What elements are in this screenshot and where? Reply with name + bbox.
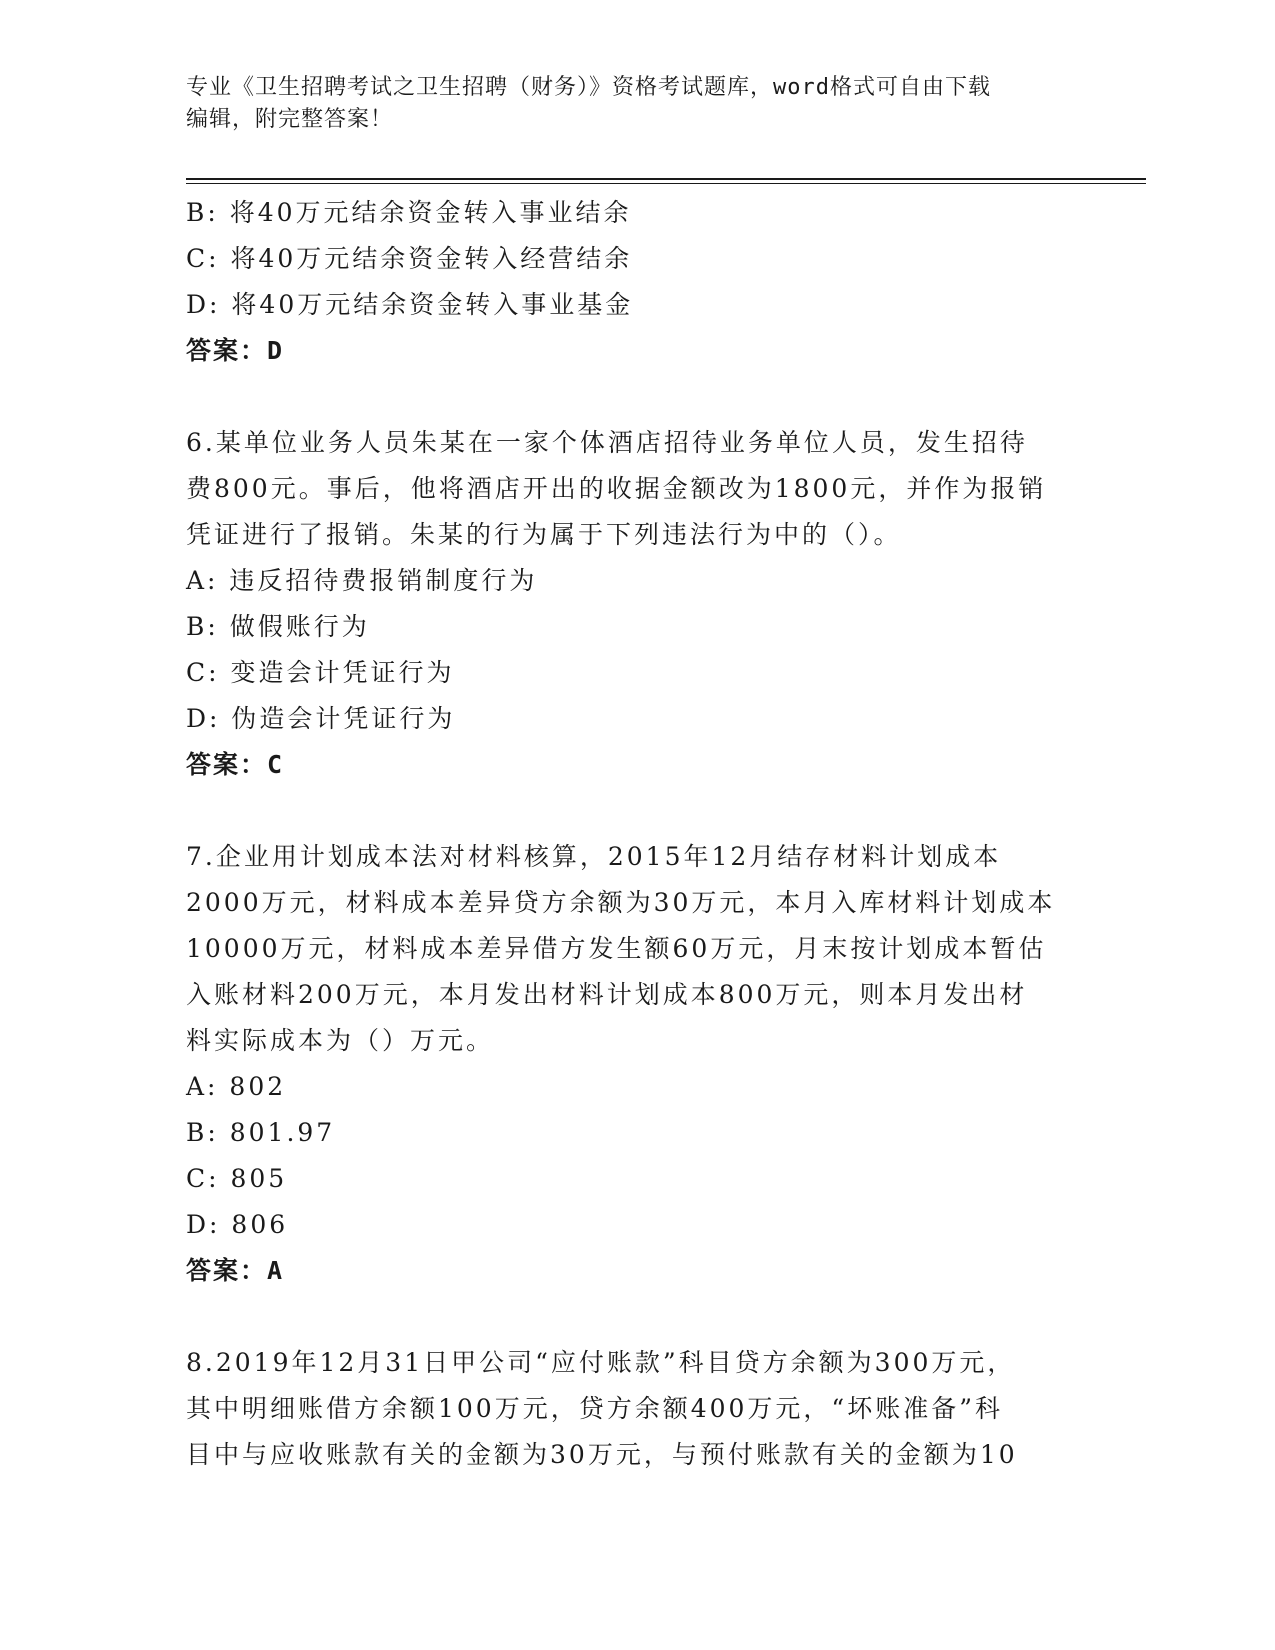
- question-5-tail: [186, 190, 1086, 374]
- option-a: A: 802: [186, 1072, 287, 1101]
- question-stem-line: 料实际成本为（）万元。: [186, 1026, 495, 1055]
- question-stem-line: 其中明细账借方余额100万元，贷方余额400万元，“坏账准备”科: [186, 1394, 1003, 1423]
- option-d: D: 伪造会计凭证行为: [186, 704, 456, 733]
- question-spacer: [186, 788, 1086, 834]
- document-header: [186, 72, 1086, 136]
- question-spacer: [186, 374, 1086, 420]
- question-6: [186, 420, 1086, 788]
- question-stem-line: 2000万元，材料成本差异贷方余额为30万元，本月入库材料计划成本: [186, 888, 1056, 917]
- option-c: C: 将40万元结余资金转入经营结余: [186, 244, 633, 273]
- header-line-2: 编辑，附完整答案！: [186, 107, 394, 132]
- question-stem-line: 7.企业用计划成本法对材料核算，2015年12月结存材料计划成本: [186, 842, 1002, 871]
- option-b: B: 做假账行为: [186, 612, 370, 641]
- document-body: [186, 190, 1086, 1478]
- question-stem-line: 目中与应收账款有关的金额为30万元，与预付账款有关的金额为10: [186, 1440, 1018, 1469]
- question-7: [186, 834, 1086, 1294]
- option-d: D: 806: [186, 1210, 289, 1239]
- question-stem-line: 入账材料200万元，本月发出材料计划成本800万元，则本月发出材: [186, 980, 1028, 1009]
- header-divider-thick: [186, 178, 1146, 180]
- question-stem-line: 费800元。事后，他将酒店开出的收据金额改为1800元，并作为报销: [186, 474, 1047, 503]
- header-line-1: 专业《卫生招聘考试之卫生招聘（财务）》资格考试题库，word格式可自由下载: [186, 75, 991, 100]
- question-8: [186, 1340, 1086, 1478]
- option-b: B: 801.97: [186, 1118, 336, 1147]
- question-spacer: [186, 1294, 1086, 1340]
- answer-line: 答案：C: [186, 750, 285, 779]
- question-stem-line: 10000万元，材料成本差异借方发生额60万元，月末按计划成本暂估: [186, 934, 1047, 963]
- question-stem-line: 8.2019年12月31日甲公司“应付账款”科目贷方余额为300万元，: [186, 1348, 1016, 1377]
- option-c: C: 变造会计凭证行为: [186, 658, 455, 687]
- answer-line: 答案：D: [186, 336, 285, 365]
- option-b: B: 将40万元结余资金转入事业结余: [186, 198, 632, 227]
- option-c: C: 805: [186, 1164, 288, 1193]
- question-stem-line: 凭证进行了报销。朱某的行为属于下列违法行为中的（）。: [186, 520, 902, 549]
- option-a: A: 违反招待费报销制度行为: [186, 566, 538, 595]
- option-d: D: 将40万元结余资金转入事业基金: [186, 290, 634, 319]
- answer-line: 答案：A: [186, 1256, 285, 1285]
- question-stem-line: 6.某单位业务人员朱某在一家个体酒店招待业务单位人员，发生招待: [186, 428, 1028, 457]
- header-divider-thin: [186, 183, 1146, 184]
